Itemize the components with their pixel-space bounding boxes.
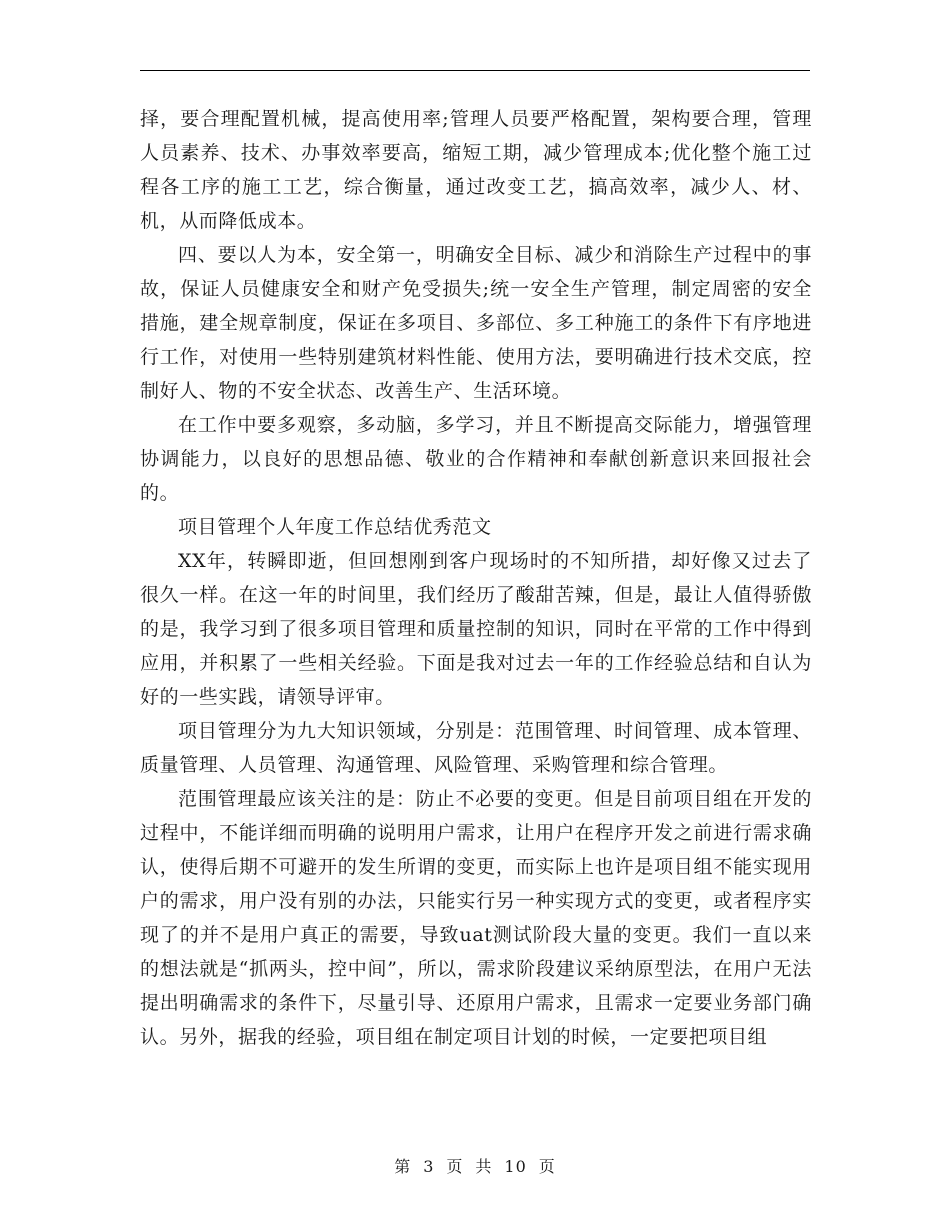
paragraph-1: 择，要合理配置机械，提高使用率;管理人员要严格配置，架构要合理，管理人员素养、技术、办事效率要高，缩短工期，减少管理成本;优化整个施工过程各工序的施工工艺，综合衡量，通过改变工艺，搞高效率，减少人、材、机，从而降低成本。 (140, 108, 812, 232)
footer-ye: 页 (446, 1157, 464, 1176)
section-heading: 项目管理个人年度工作总结优秀范文 (178, 516, 492, 538)
paragraph-7: 范围管理最应该关注的是：防止不必要的变更。但是目前项目组在开发的过程中，不能详细而明确的说明用户需求，让用户在程序开发之前进行需求确认，使得后期不可避开的发生所谓的变更，而实际上也许是项目组不能实现用户的需求，用户没有别的办法，只能实行另一种实现方式的变更，或者程序实现了的并不是用户真正的需要，导致uat测试阶段大量的变更。我们一直以来的想法就是“抓两头，控中间”，所以，需求阶段建议采纳原型法，在用户无法提出明确需求的条件下，尽量引导、还原用户需求，且需求一定要业务部门确认。另外，据我的经验，项目组在制定项目计划的时候，一定要把项目组 (140, 788, 812, 1048)
footer-total-pages: 10 (504, 1157, 527, 1176)
paragraph-2: 四、要以人为本，安全第一，明确安全目标、减少和消除生产过程中的事故，保证人员健康安全和财产免受损失;统一安全生产管理，制定周密的安全措施，建全规章制度，保证在多项目、多部位、多工种施工的条件下有序地进行工作，对使用一些特别建筑材料性能、使用方法，要明确进行技术交底，控制好人、物的不安全状态、改善生产、生活环境。 (140, 244, 812, 402)
page-footer (0, 1154, 950, 1177)
footer-gong: 共 (475, 1157, 493, 1176)
header-rule (140, 70, 810, 71)
footer-ye-end: 页 (538, 1157, 556, 1176)
footer-page-number: 3 (423, 1157, 435, 1176)
document-body (140, 102, 812, 1054)
footer-di: 第 (394, 1157, 412, 1176)
paragraph-6: 项目管理分为九大知识领域，分别是：范围管理、时间管理、成本管理、质量管理、人员管理、沟通管理、风险管理、采购管理和综合管理。 (140, 720, 812, 776)
paragraph-5: XX年，转瞬即逝，但回想刚到客户现场时的不知所措，却好像又过去了很久一样。在这一年的时间里，我们经历了酸甜苦辣，但是，最让人值得骄傲的是，我学习到了很多项目管理和质量控制的知识，同时在平常的工作中得到应用，并积累了一些相关经验。下面是我对过去一年的工作经验总结和自认为好的一些实践，请领导评审。 (140, 550, 812, 708)
paragraph-3: 在工作中要多观察，多动脑，多学习，并且不断提高交际能力，增强管理协调能力，以良好的思想品德、敬业的合作精神和奉献创新意识来回报社会的。 (140, 414, 812, 504)
